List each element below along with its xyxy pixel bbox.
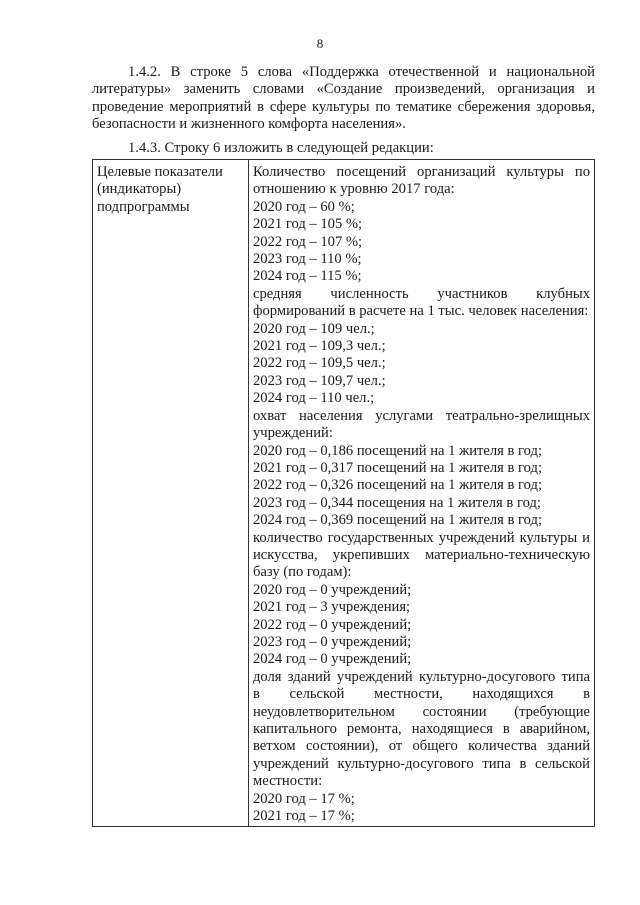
table-line: 2022 год – 109,5 чел.;: [253, 355, 386, 372]
table-line: 2024 год – 115 %;: [253, 268, 362, 285]
table-line: 2024 год – 0 учреждений;: [253, 651, 412, 668]
table-row: [93, 160, 595, 827]
table-line: количество государственных учреждений культуры и искусства, укрепивших материально-техническую базу (по годам):: [253, 529, 590, 581]
table-line: 2021 год – 3 учреждения;: [253, 599, 411, 616]
table-line: 2024 год – 0,369 посещений на 1 жителя в год;: [253, 512, 543, 529]
table-line: 2021 год – 109,3 чел.;: [253, 338, 386, 355]
paragraph-text: 1.4.2. В строке 5 слова «Поддержка отечественной и национальной литературы» заменить словами «Создание произведений, организация и проведение мероприятий в сфере культуры по тематике сбережения здоровья, безопасности и жизненного комфорта населения».: [92, 64, 595, 133]
table-line: 2021 год – 105 %;: [253, 216, 363, 233]
table-line: 2023 год – 109,7 чел.;: [253, 372, 386, 389]
table-line: охват населения услугами театрально-зрелищных учреждений:: [253, 407, 590, 442]
table-line: Количество посещений организаций культуры по отношению к уровню 2017 года:: [253, 164, 590, 198]
table-line: 2023 год – 110 %;: [253, 251, 362, 268]
table-line: 2020 год – 17 %;: [253, 790, 355, 807]
table-line: 2022 год – 0,326 посещений на 1 жителя в год;: [253, 477, 543, 494]
table-line: 2021 год – 0,317 посещений на 1 жителя в год;: [253, 459, 543, 476]
table-cell-values: [249, 160, 595, 827]
table-line: средняя численность участников клубных формирований в расчете на 1 тыс. человек населения:: [253, 285, 590, 320]
paragraph-text: 1.4.3. Строку 6 изложить в следующей редакции:: [128, 140, 434, 156]
table-line: 2020 год – 60 %;: [253, 198, 355, 215]
table-line: 2023 год – 0 учреждений;: [253, 633, 412, 650]
table-cell-label: [93, 160, 249, 827]
table-line: 2022 год – 107 %;: [253, 233, 363, 250]
indicators-table: [92, 159, 595, 827]
table-line: 2023 год – 0,344 посещения на 1 жителя в год;: [253, 494, 541, 511]
table-line: 2022 год – 0 учреждений;: [253, 616, 412, 633]
page-number: 8: [316, 36, 324, 51]
paragraph-1-4-2: [92, 64, 595, 134]
indicators-label: Целевые показатели (индикаторы) подпрограммы: [97, 164, 223, 215]
table-line: 2024 год – 110 чел.;: [253, 390, 375, 407]
table-line: 2021 год – 17 %;: [253, 808, 355, 825]
table-line: 2020 год – 0 учреждений;: [253, 581, 412, 598]
table-line: 2020 год – 109 чел.;: [253, 320, 375, 337]
paragraph-1-4-3: [92, 140, 595, 157]
table-line: 2020 год – 0,186 посещений на 1 жителя в год;: [253, 442, 543, 459]
table-line: доля зданий учреждений культурно-досугового типа в сельской местности, находящихся в неудовлетворительном состоянии (требующие капитального ремонта, находящиеся в аварийном, ветхом состоянии), от общего количества зданий учреждений культурно-досугового типа в сельской местности:: [253, 668, 590, 790]
